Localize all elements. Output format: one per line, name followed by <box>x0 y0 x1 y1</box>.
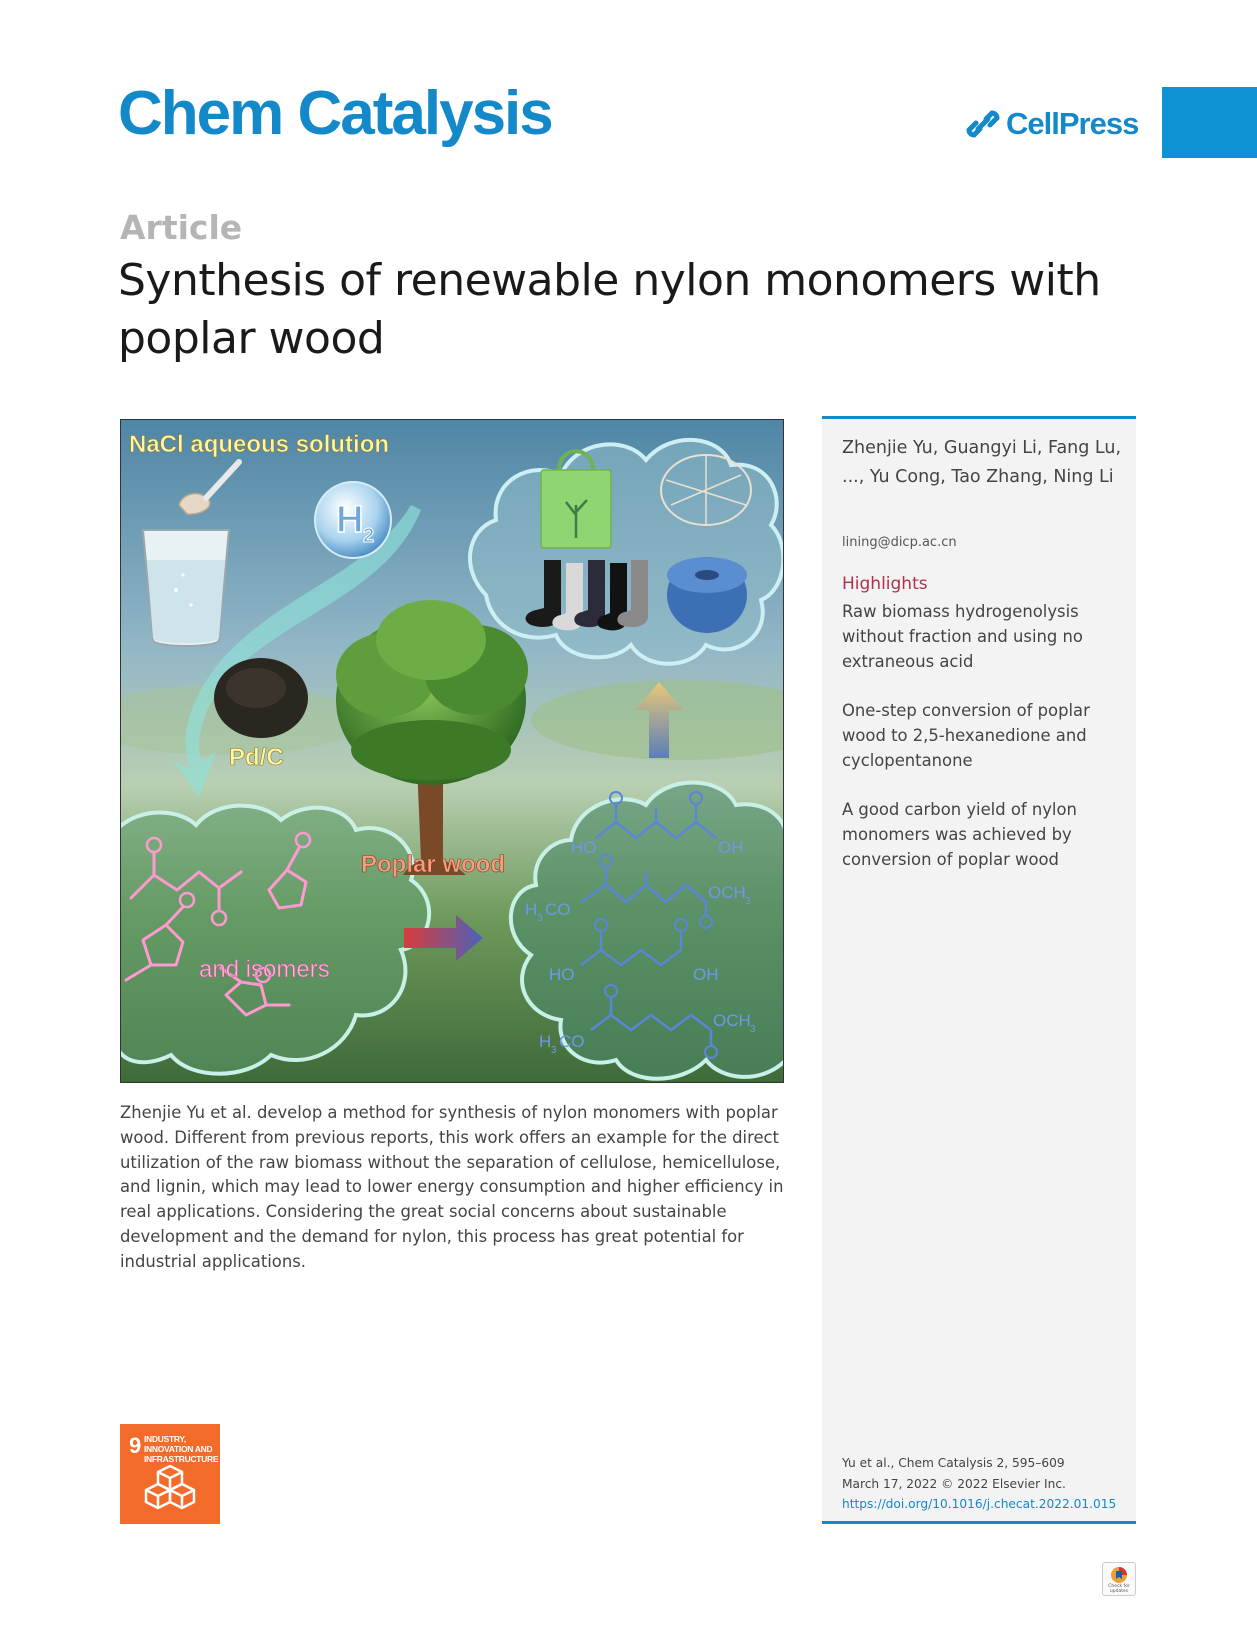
mol2-left-tail: CO <box>545 900 571 919</box>
mol4-right-subscript: 3 <box>750 1024 756 1035</box>
mol2-right-group: OCH <box>708 883 746 902</box>
article-type: Article <box>120 208 243 247</box>
author-list[interactable]: Zhenjie Yu, Guangyi Li, Fang Lu, ..., Yu Cong, Tao Zhang, Ning Li <box>842 438 1122 487</box>
highlight-item: One-step conversion of poplar wood to 2,5-hexanedione and cyclopentanone <box>842 701 1090 770</box>
sdg-badge <box>120 1424 220 1524</box>
h2-label: H <box>336 499 364 541</box>
mol2-left-subscript: 3 <box>537 913 543 924</box>
sdg-number: 9 <box>129 1433 142 1458</box>
mol3-left-group: HO <box>549 965 575 984</box>
summary-text: Zhenjie Yu et al. develop a method for synthesis of nylon monomers with poplar wood. Different from previous reports, this work offers an example for the direct utilization of the raw biomass without the separation of cellulose, hemicellulose, and lignin, which may lead to lower energy consumption and higher efficiency in real applications. Considering the great social concerns about sustainable development and the demand for nylon, this process has great potential for industrial applications. <box>120 1103 784 1271</box>
tree-label: Poplar wood <box>361 851 505 878</box>
article-title: Synthesis of renewable nylon monomers with poplar wood <box>118 255 1101 364</box>
check-updates-icon <box>1109 1565 1129 1585</box>
graphical-abstract <box>120 419 784 1083</box>
blue-corner-tab <box>1162 87 1257 158</box>
mol4-left-tail: CO <box>559 1032 585 1051</box>
check-for-updates-badge[interactable] <box>1102 1562 1136 1596</box>
doi-link[interactable]: https://doi.org/10.1016/j.checat.2022.01.015 <box>842 1497 1117 1511</box>
highlights-heading: Highlights <box>842 574 928 594</box>
highlight-item: Raw biomass hydrogenolysis without fraction and using no extraneous acid <box>842 602 1083 671</box>
graphical-abstract-illustration <box>121 420 783 1082</box>
isomers-label: and isomers <box>199 956 330 983</box>
cellpress-link-icon <box>966 107 1000 141</box>
citation-block <box>842 1453 1132 1515</box>
journal-title: Chem Catalysis <box>118 79 552 148</box>
mol1-right-group: OH <box>718 838 744 857</box>
mol2-right-subscript: 3 <box>745 896 751 907</box>
mol3-right-group: OH <box>693 965 719 984</box>
highlights-list <box>842 599 1132 896</box>
cellpress-logo[interactable] <box>966 104 1138 144</box>
mol4-right-group: OCH <box>713 1011 751 1030</box>
solution-label: NaCl aqueous solution <box>129 431 390 458</box>
sdg-label: INDUSTRY, INNOVATION AND INFRASTRUCTURE <box>144 1434 219 1464</box>
check-updates-label: Check for updates <box>1108 1584 1130 1594</box>
mol4-left-group: H <box>539 1032 552 1051</box>
mol2-left-group: H <box>525 900 538 919</box>
corresponding-email[interactable]: lining@dicp.ac.cn <box>842 535 957 550</box>
h2-subscript: 2 <box>363 525 375 547</box>
citation-date: March 17, 2022 © 2022 Elsevier Inc. <box>842 1476 1066 1491</box>
catalyst-label: Pd/C <box>229 744 284 771</box>
highlight-item: A good carbon yield of nylon monomers was achieved by conversion of poplar wood <box>842 800 1077 869</box>
cubes-icon <box>144 1464 196 1516</box>
publisher-name: CellPress <box>1006 106 1139 141</box>
citation-journal: Yu et al., Chem Catalysis 2, 595–609 <box>842 1456 1065 1470</box>
article-sidebar <box>822 416 1136 1524</box>
mol1-left-group: HO <box>571 838 597 857</box>
mol4-left-subscript: 3 <box>551 1045 557 1056</box>
